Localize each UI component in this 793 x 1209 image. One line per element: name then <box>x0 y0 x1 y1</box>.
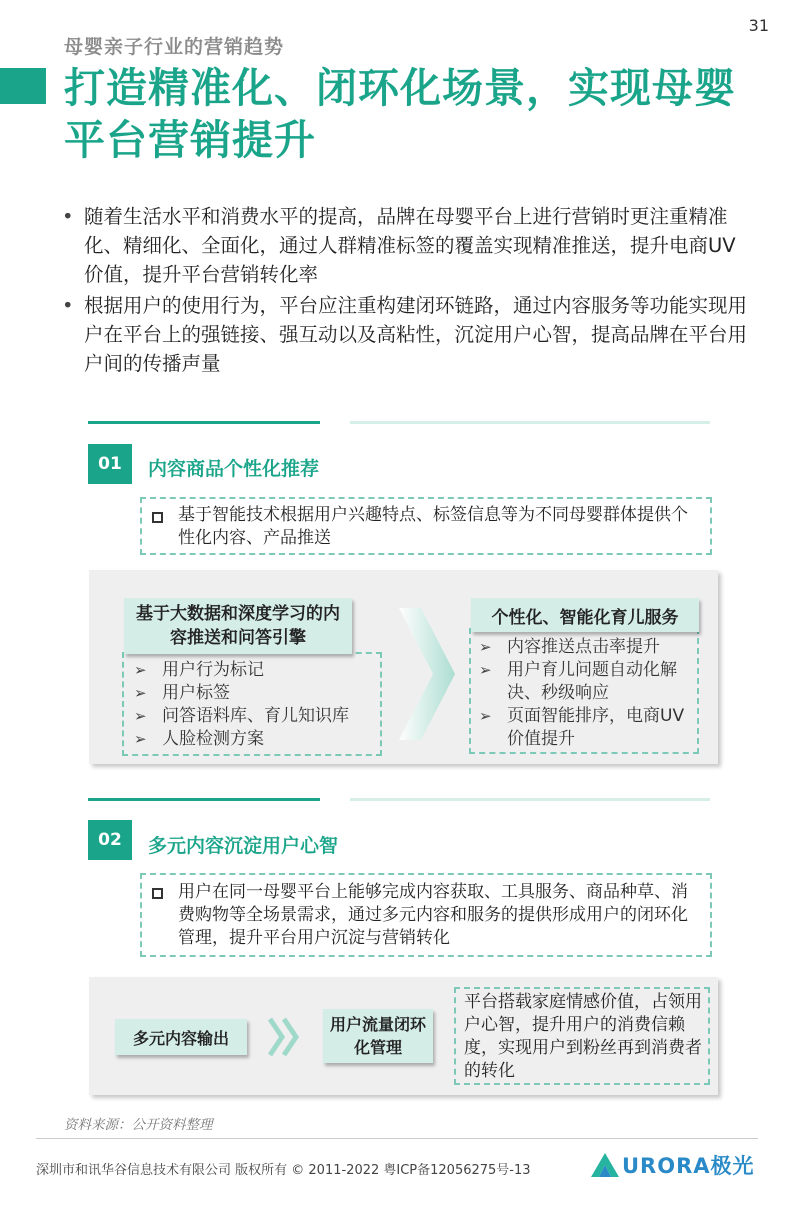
list-item: ➢ 用户标签 <box>132 682 349 705</box>
section1-panel <box>89 570 718 764</box>
section1-desc: 基于智能技术根据用户兴趣特点、标签信息等为不同母婴群体提供个性化内容、产品推送 <box>178 505 688 548</box>
chevron-right-icon <box>399 608 455 740</box>
square-bullet-icon <box>152 512 163 523</box>
section2-number: 02 <box>88 820 132 860</box>
section1-divider-dark <box>88 421 320 424</box>
source-note: 资料来源：公开资料整理 <box>64 1117 213 1133</box>
title-accent-bar <box>0 68 46 104</box>
list-item: ➢ 用户育儿问题自动化解决、秒级响应 <box>477 659 689 705</box>
section2-panel <box>89 977 718 1095</box>
section2-divider-dark <box>88 798 320 801</box>
logo-text: URORA极光 <box>622 1154 755 1178</box>
double-chevron-right-icon <box>266 1015 302 1059</box>
list-item: ➢ 用户行为标记 <box>132 659 349 682</box>
list-item: ➢ 人脸检测方案 <box>132 728 349 751</box>
section1-desc-box <box>140 497 712 555</box>
page-title: 打造精准化、闭环化场景，实现母婴平台营销提升 <box>64 64 736 164</box>
section1-number: 01 <box>88 444 132 484</box>
section1-left-list-box <box>122 652 382 756</box>
section2-desc-box <box>140 873 712 957</box>
aurora-logo-icon <box>590 1152 620 1178</box>
section1-right-list-box <box>469 628 699 754</box>
intro-bullets <box>62 202 752 380</box>
section1-divider-light <box>350 421 710 424</box>
bullet-item: • 根据用户的使用行为，平台应注重构建闭环链路，通过内容服务等功能实现用户在平台上的强链接、强互动以及高粘性，沉淀用户心智，提高品牌在平台用户间的传播声量 <box>62 291 752 378</box>
footer-divider <box>36 1138 758 1139</box>
section2-divider-light <box>350 798 710 801</box>
section-label: 母婴亲子行业的营销趋势 <box>64 36 285 58</box>
section1-right-list <box>477 636 689 751</box>
list-item: ➢ 内容推送点击率提升 <box>477 636 689 659</box>
section1-title: 内容商品个性化推荐 <box>148 458 320 480</box>
section1-left-title: 基于大数据和深度学习的内容推送和问答引擎 <box>124 598 352 654</box>
section1-right-title: 个性化、智能化育儿服务 <box>471 598 699 632</box>
list-item: ➢ 问答语料库、育儿知识库 <box>132 705 349 728</box>
section1-left-list <box>132 659 349 751</box>
section2-result: 平台搭载家庭情感价值，占领用户心智，提升用户的消费信赖度，实现用户到粉丝再到消费者的转化 <box>464 992 702 1081</box>
footer-copyright: 深圳市和讯华谷信息技术有限公司 版权所有 © 2011-2022 粤ICP备12056275号-13 <box>36 1163 531 1178</box>
list-item: ➢ 页面智能排序，电商UV价值提升 <box>477 705 689 751</box>
square-bullet-icon <box>152 888 163 899</box>
section2-title: 多元内容沉淀用户心智 <box>148 835 339 857</box>
aurora-logo <box>590 1150 755 1180</box>
content-output-box: 多元内容输出 <box>115 1019 247 1055</box>
page-number: 31 <box>748 16 769 35</box>
bullet-item: • 随着生活水平和消费水平的提高，品牌在母婴平台上进行营销时更注重精准化、精细化、全面化，通过人群精准标签的覆盖实现精准推送，提升电商UV价值，提升平台营销转化率 <box>62 202 752 289</box>
section2-result-box <box>454 987 710 1085</box>
closed-loop-box: 用户流量闭环化管理 <box>323 1009 433 1063</box>
section2-desc: 用户在同一母婴平台上能够完成内容获取、工具服务、商品种草、消费购物等全场景需求，通过多元内容和服务的提供形成用户的闭环化管理，提升平台用户沉淀与营销转化 <box>178 882 688 948</box>
